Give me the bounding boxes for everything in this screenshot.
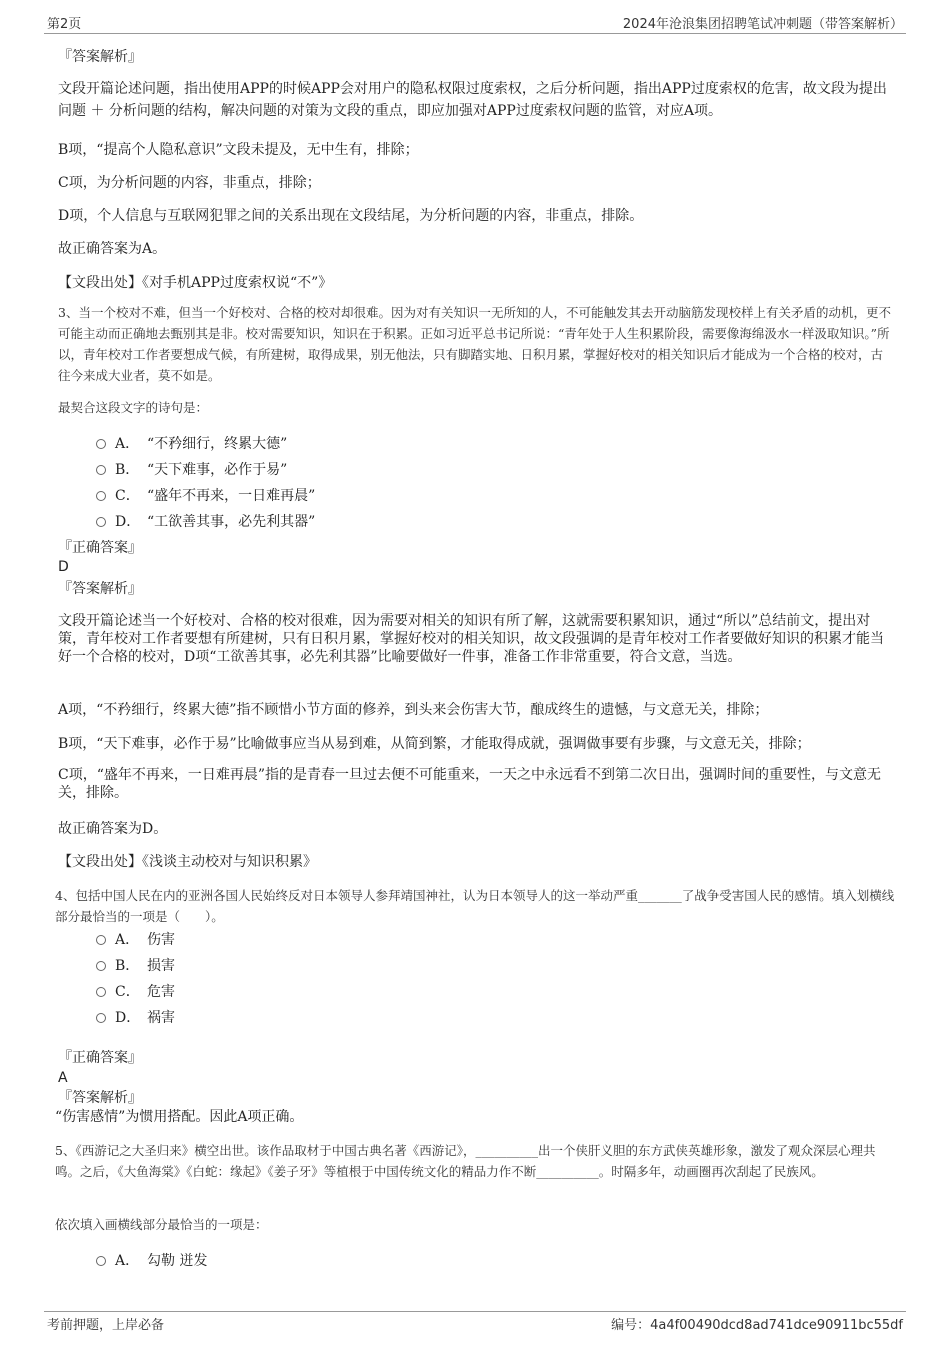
q3-source: 【文段出处】《浅谈主动校对与知识积累》: [58, 854, 317, 870]
radio-icon[interactable]: [96, 465, 106, 475]
q4-option-c[interactable]: C． 危害: [96, 981, 175, 1001]
radio-icon[interactable]: [96, 961, 106, 971]
radio-icon[interactable]: [96, 517, 106, 527]
header-divider: [44, 33, 906, 34]
q3-stem: 3、当一个校对不难，但当一个好校对、合格的校对却很难。因为对有关知识一无所知的人，不可能触发其去开动脑筋发现校样上有关矛盾的动机，更不可能主动而正确地去甄别其是非。校对需要知识，知识在于积累。正如习近平总书记所说：“青年处于人生积累阶段，需要像海绵汲水一样汲取知识。”所以，青年校对工作者要想成气候，有所建树，取得成果，别无他法，只有脚踏实地、日积月累，掌握好校对的相关知识后才能成为一个合格的校对，古往今来成大业者，莫不如是。: [58, 305, 891, 383]
page-number: 第2页: [47, 17, 82, 32]
q3-option-a[interactable]: A． “不矜细行，终累大德”: [96, 433, 287, 453]
q4-analysis-label: 『答案解析』: [58, 1090, 142, 1106]
q2-analysis-p3: C项，为分析问题的内容，非重点，排除；: [58, 175, 321, 191]
q3-option-c[interactable]: C． “盛年不再来，一日难再晨”: [96, 485, 315, 505]
radio-icon[interactable]: [96, 987, 106, 997]
q4-option-b[interactable]: B． 损害: [96, 955, 175, 975]
q4-option-d[interactable]: D． 祸害: [96, 1007, 175, 1027]
q4-option-a[interactable]: A． 伤害: [96, 929, 175, 949]
q5-stem: 5、《西游记之大圣归来》横空出世。该作品取材于中国古典名著《西游记》，__________出一个侠肝义胆的东方武侠英雄形象，激发了观众深层心理共鸣。之后，《大鱼海棠》《白蛇：缘起》《姜子牙》等植根于中国传统文化的精品力作不断__________。时隔多年，动画圈再次刮起了民族风。: [55, 1143, 876, 1179]
q5-ask: 依次填入画横线部分最恰当的一项是：: [55, 1217, 268, 1232]
footer-divider: [44, 1311, 906, 1312]
q4-correct-label: 『正确答案』: [58, 1050, 142, 1066]
q4-stem: 4、包括中国人民在内的亚洲各国人民始终反对日本领导人参拜靖国神社，认为日本领导人的这一举动严重_______了战争受害国人民的感情。填入划横线部分最恰当的一项是（ ）。: [55, 888, 895, 924]
q3-correct-answer: D: [58, 559, 69, 575]
radio-icon[interactable]: [96, 935, 106, 945]
q3-analysis-p2: A项，“不矜细行，终累大德”指不顾惜小节方面的修养，到头来会伤害大节，酿成终生的遗憾，与文意无关，排除；: [58, 702, 769, 718]
q3-option-d[interactable]: D． “工欲善其事，必先利其器”: [96, 511, 315, 531]
radio-icon[interactable]: [96, 1013, 106, 1023]
q2-analysis-conclusion: 故正确答案为A。: [58, 241, 167, 257]
q2-analysis-p1: 文段开篇论述问题，指出使用APP的时候APP会对用户的隐私权限过度索权，之后分析问题，指出APP过度索权的危害，故文段为提出问题 ＋ 分析问题的结构，解决问题的对策为文段的重点，即应加强对APP过度索权问题的监管，对应A项。: [58, 81, 887, 119]
q3-analysis-conclusion: 故正确答案为D。: [58, 821, 168, 837]
document-code: 编号：4a4f00490dcd8ad741dce90911bc55df: [611, 1318, 903, 1333]
q3-option-b[interactable]: B． “天下难事，必作于易”: [96, 459, 287, 479]
q3-analysis-p4: C项，“盛年不再来，一日难再晨”指的是青春一旦过去便不可能重来，一天之中永远看不到第二次日出，强调时间的重要性，与文意无关，排除。: [58, 767, 882, 801]
q4-analysis-text: “伤害感情”为惯用搭配。因此A项正确。: [55, 1109, 304, 1125]
q2-source: 【文段出处】《对手机APP过度索权说“不”》: [58, 275, 333, 291]
q4-correct-answer: A: [58, 1070, 68, 1086]
radio-icon[interactable]: [96, 439, 106, 449]
q3-analysis-label: 『答案解析』: [58, 581, 142, 597]
q3-analysis-p1: 文段开篇论述当一个好校对、合格的校对很难，因为需要对相关的知识有所了解，这就需要积累知识，通过“所以”总结前文，提出对策，青年校对工作者要想有所建树，只有日积月累，掌握好校对的相关知识，故文段强调的是青年校对工作者要做好知识的积累才能当好一个合格的校对，D项“工欲善其事，必先利其器”比喻要做好一件事，准备工作非常重要，符合文意，当选。: [58, 613, 884, 665]
document-title: 2024年沧浪集团招聘笔试冲刺题（带答案解析）: [622, 17, 903, 32]
radio-icon[interactable]: [96, 491, 106, 501]
q5-option-a[interactable]: A． 勾勒 迸发: [96, 1250, 207, 1270]
radio-icon[interactable]: [96, 1256, 106, 1266]
q3-correct-label: 『正确答案』: [58, 540, 142, 556]
q3-ask: 最契合这段文字的诗句是：: [58, 400, 209, 415]
q2-analysis-label: 『答案解析』: [58, 49, 142, 65]
q2-analysis-p4: D项，个人信息与互联网犯罪之间的关系出现在文段结尾，为分析问题的内容，非重点，排除。: [58, 208, 644, 224]
q2-analysis-p2: B项，“提高个人隐私意识”文段未提及，无中生有，排除；: [58, 142, 419, 158]
q3-analysis-p3: B项，“天下难事，必作于易”比喻做事应当从易到难，从简到繁，才能取得成就，强调做事要有步骤，与文意无关，排除；: [58, 736, 811, 752]
footer-slogan: 考前押题，上岸必备: [47, 1318, 165, 1333]
